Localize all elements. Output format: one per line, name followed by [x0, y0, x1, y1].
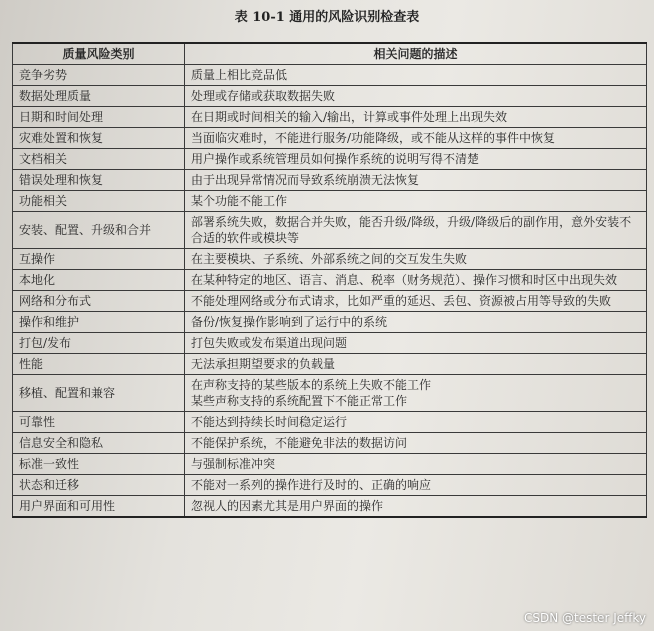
row-description: 当面临灾难时，不能进行服务/功能降级，或不能从这样的事件中恢复 [185, 128, 647, 149]
table-row [13, 149, 647, 170]
table-row [13, 475, 647, 496]
header-description: 相关问题的描述 [185, 43, 647, 65]
row-category: 用户界面和可用性 [13, 496, 185, 518]
row-category: 数据处理质量 [13, 86, 185, 107]
watermark: CSDN @tester Jeffky [523, 611, 646, 625]
row-category: 操作和维护 [13, 312, 185, 333]
row-description: 不能保护系统，不能避免非法的数据访问 [185, 433, 647, 454]
row-description: 质量上相比竞品低 [185, 65, 647, 86]
row-description: 在主要模块、子系统、外部系统之间的交互发生失败 [185, 249, 647, 270]
table-row [13, 454, 647, 475]
row-category: 性能 [13, 354, 185, 375]
row-description: 处理或存储或获取数据失败 [185, 86, 647, 107]
row-description: 无法承担期望要求的负载量 [185, 354, 647, 375]
row-category: 网络和分布式 [13, 291, 185, 312]
row-category: 移植、配置和兼容 [13, 375, 185, 412]
table-row [13, 191, 647, 212]
row-description: 部署系统失败，数据合并失败，能否升级/降级，升级/降级后的副作用，意外安装不合适的软件或模块等 [185, 212, 647, 249]
row-category: 错误处理和恢复 [13, 170, 185, 191]
row-description: 在某种特定的地区、语言、消息、税率（财务规范）、操作习惯和时区中出现失效 [185, 270, 647, 291]
row-category: 可靠性 [13, 412, 185, 433]
row-description: 用户操作或系统管理员如何操作系统的说明写得不清楚 [185, 149, 647, 170]
row-description: 某个功能不能工作 [185, 191, 647, 212]
table-header-row [13, 43, 647, 65]
row-description: 在声称支持的某些版本的系统上失败不能工作 某些声称支持的系统配置下不能正常工作 [185, 375, 647, 412]
row-description: 与强制标准冲突 [185, 454, 647, 475]
table-row [13, 433, 647, 454]
table-row [13, 212, 647, 249]
table-row [13, 412, 647, 433]
row-category: 安装、配置、升级和合并 [13, 212, 185, 249]
table-row [13, 333, 647, 354]
table-row [13, 270, 647, 291]
row-category: 文档相关 [13, 149, 185, 170]
row-description: 在日期或时间相关的输入/输出，计算或事件处理上出现失效 [185, 107, 647, 128]
row-description: 忽视人的因素尤其是用户界面的操作 [185, 496, 647, 518]
row-category: 日期和时间处理 [13, 107, 185, 128]
row-category: 打包/发布 [13, 333, 185, 354]
table-caption: 表 10-1 通用的风险识别检查表 [234, 10, 420, 25]
row-description: 不能对一系列的操作进行及时的、正确的响应 [185, 475, 647, 496]
row-category: 状态和迁移 [13, 475, 185, 496]
table-row [13, 291, 647, 312]
table-row [13, 354, 647, 375]
row-category: 互操作 [13, 249, 185, 270]
table-body [13, 65, 647, 518]
table-row [13, 170, 647, 191]
row-description: 备份/恢复操作影响到了运行中的系统 [185, 312, 647, 333]
table-row [13, 65, 647, 86]
risk-checklist-table [12, 42, 647, 518]
header-category: 质量风险类别 [13, 43, 185, 65]
row-category: 本地化 [13, 270, 185, 291]
table-row [13, 107, 647, 128]
table-row [13, 312, 647, 333]
row-category: 信息安全和隐私 [13, 433, 185, 454]
row-category: 功能相关 [13, 191, 185, 212]
table-row [13, 128, 647, 149]
row-category: 灾难处置和恢复 [13, 128, 185, 149]
row-description: 不能达到持续长时间稳定运行 [185, 412, 647, 433]
row-category: 标准一致性 [13, 454, 185, 475]
row-description: 不能处理网络或分布式请求，比如严重的延迟、丢包、资源被占用等导致的失败 [185, 291, 647, 312]
table-row [13, 375, 647, 412]
table-row [13, 496, 647, 518]
table-row [13, 249, 647, 270]
row-description: 打包失败或发布渠道出现问题 [185, 333, 647, 354]
table-row [13, 86, 647, 107]
row-category: 竞争劣势 [13, 65, 185, 86]
row-description: 由于出现异常情况而导致系统崩溃无法恢复 [185, 170, 647, 191]
